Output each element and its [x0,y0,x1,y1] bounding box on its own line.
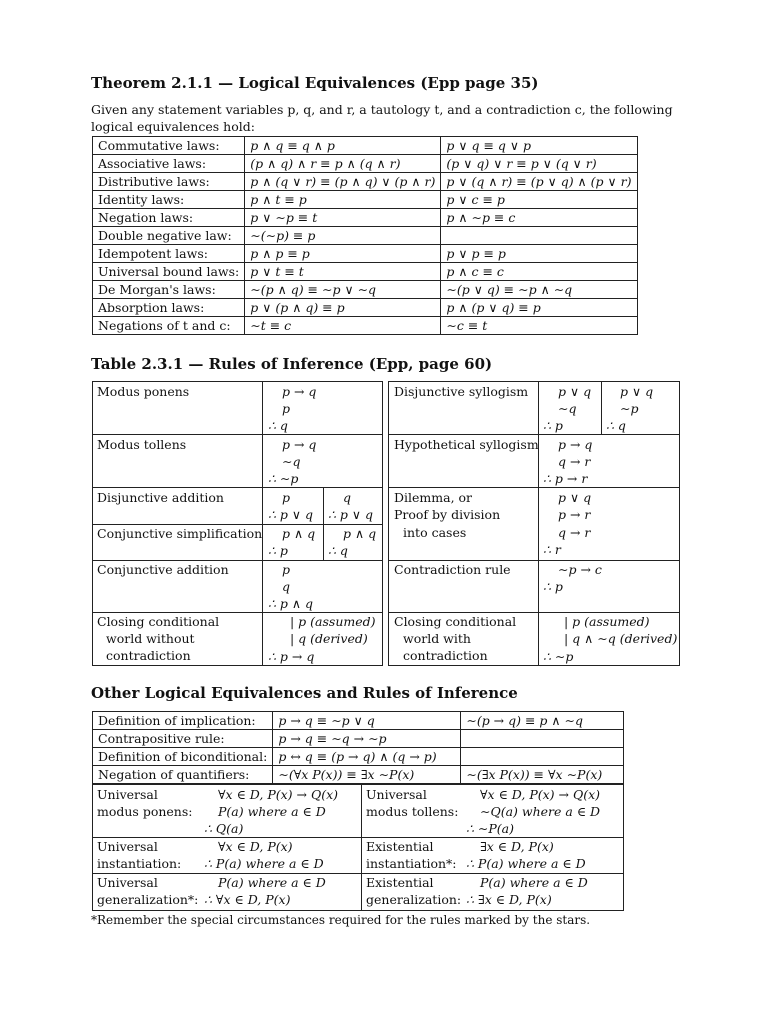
rule-line: ∀x ∈ D, P(x) → Q(x) [480,787,601,802]
law-formula: p → q ≡ ∼q → ∼p [273,730,461,748]
law-name: Universal bound laws: [93,263,245,281]
equivalences-table [92,136,638,335]
law-name: Contrapositive rule: [93,730,273,748]
rule-univ-mt-name: Universal [366,787,427,802]
equivalence-row [93,281,638,299]
rule-line: p ∨ q [558,490,592,505]
equivalence-row [93,227,638,245]
law-name: Associative laws: [93,155,245,173]
rule-dilemma-name: Dilemma, or [394,490,473,505]
law-name: Idempotent laws: [93,245,245,263]
law-name: Negation of quantifiers: [93,766,273,784]
rule-exist-inst-name: Existential [366,839,434,854]
equivalence-row [93,191,638,209]
law-formula: ∼(∀x P(x)) ≡ ∃x ∼P(x) [273,766,461,784]
rule-exist-inst-name: instantiation*: [366,856,457,871]
rule-line: ∀x ∈ D, P(x) [218,839,293,854]
law-formula-dual: (p ∨ q) ∨ r ≡ p ∨ (q ∨ r) [441,155,637,173]
law-name: Negation laws: [93,209,245,227]
rule-line: p → r [558,507,591,522]
law-name: De Morgan's laws: [93,281,245,299]
rule-line: q → r [558,454,591,469]
rule-line: ∴ p ∨ q [328,507,374,522]
equivalence-row [93,712,624,730]
equivalence-row [93,317,638,335]
rule-line: q [343,490,352,505]
rule-dilemma-name: into cases [403,525,467,540]
other-equivalences-table [92,711,624,784]
rule-exist-gen-name: Existential [366,875,434,890]
rule-line: q → r [558,525,591,540]
rule-line: P(a) where a ∈ D [218,804,326,819]
rule-closing-with-name: world with [403,631,471,646]
rule-univ-mp-name: Universal [97,787,158,802]
law-name: Distributive laws: [93,173,245,191]
rule-line: | p (assumed) [564,614,650,629]
rule-line: ∃x ∈ D, P(x) [480,839,554,854]
rule-line: ∴ P(a) where a ∈ D [466,856,586,871]
law-formula: p → q ≡ ∼p ∨ q [273,712,461,730]
law-formula-dual: p ∧ (p ∨ q) ≡ p [441,299,637,317]
footnote: *Remember the special circumstances required for the rules marked by the stars. [91,913,591,927]
rule-line: p [282,490,291,505]
rule-line: ∴ q [328,543,348,558]
law-name: Commutative laws: [93,137,245,155]
rule-line: p → q [282,437,317,452]
rule-modus-tollens: Modus tollens [97,437,187,452]
rule-line: P(a) where a ∈ D [218,875,326,890]
rule-line: ∴ q [268,418,288,433]
rule-disjunctive-addition: Disjunctive addition [97,490,224,505]
rule-line: ∴ r [543,542,561,557]
rule-line: ∴ p ∧ q [268,596,314,611]
equivalence-row [93,137,638,155]
equivalence-row [93,209,638,227]
other-title: Other Logical Equivalences and Rules of Inference [91,684,518,702]
equivalence-row [93,299,638,317]
rule-line: p → q [282,384,317,399]
law-formula-dual [461,730,624,748]
rule-line: p [282,401,291,416]
rule-line: | q (derived) [290,631,368,646]
rule-line: ∼p → c [558,562,602,577]
equivalence-row [93,173,638,191]
rule-univ-gen-name: Universal [97,875,158,890]
rule-line: ∼p [620,401,639,416]
rule-line: ∼Q(a) where a ∈ D [480,804,601,819]
law-formula-dual [461,748,624,766]
equivalence-row [93,766,624,784]
law-name: Absorption laws: [93,299,245,317]
law-formula-dual: p ∧ ∼p ≡ c [441,209,637,227]
rule-line: | p (assumed) [290,614,376,629]
rule-line: p ∨ q [558,384,592,399]
theorem-intro: Given any statement variables p, q, and r, a tautology t, and a contradiction c, the following logical equivalences hold: [91,102,673,134]
rule-line: p [282,562,291,577]
rule-univ-mp-name: modus ponens: [97,804,193,819]
rule-line: p ∧ q [282,526,316,541]
law-formula: p ∧ p ≡ p [245,245,441,263]
law-formula: p ∨ (p ∧ q) ≡ p [245,299,441,317]
law-formula: (p ∧ q) ∧ r ≡ p ∧ (q ∧ r) [245,155,441,173]
law-formula-dual: p ∨ c ≡ p [441,191,637,209]
rule-modus-ponens: Modus ponens [97,384,190,399]
law-formula-dual: p ∨ p ≡ p [441,245,637,263]
rule-line: ∴ ∼p [268,471,299,486]
law-formula-dual: ∼(p → q) ≡ p ∧ ∼q [461,712,624,730]
law-name: Double negative law: [93,227,245,245]
law-formula: p ∨ ∼p ≡ t [245,209,441,227]
rule-line: ∴ p [543,579,563,594]
law-name: Definition of implication: [93,712,273,730]
rule-line: | q ∧ ∼q (derived) [564,631,678,646]
rule-line: ∴ ∃x ∈ D, P(x) [466,892,552,907]
rule-line: q [282,579,291,594]
law-formula: ∼t ≡ c [245,317,441,335]
rule-univ-inst-name: instantiation: [97,856,182,871]
rule-contradiction: Contradiction rule [394,562,511,577]
rule-line: ∴ p [268,543,288,558]
law-formula-dual: ∼(p ∨ q) ≡ ∼p ∧ ∼q [441,281,637,299]
inference-title: Table 2.3.1 — Rules of Inference (Epp, page 60) [91,355,493,373]
rule-line: p ∧ q [343,526,377,541]
theorem-title: Theorem 2.1.1 — Logical Equivalences (Epp page 35) [91,74,539,92]
law-formula-dual [441,227,637,245]
rule-univ-inst-name: Universal [97,839,158,854]
rule-line: ∴ P(a) where a ∈ D [204,856,324,871]
equivalence-row [93,748,624,766]
equivalence-row [93,155,638,173]
rule-line: ∴ ∀x ∈ D, P(x) [204,892,291,907]
law-formula-dual: p ∨ (q ∧ r) ≡ (p ∨ q) ∧ (p ∨ r) [441,173,637,191]
law-formula-dual: p ∨ q ≡ q ∨ p [441,137,637,155]
equivalence-row [93,245,638,263]
law-formula: p ∨ t ≡ t [245,263,441,281]
law-formula-dual: ∼(∃x P(x)) ≡ ∀x ∼P(x) [461,766,624,784]
rule-line: P(a) where a ∈ D [480,875,588,890]
rule-disjunctive-syllogism: Disjunctive syllogism [394,384,529,399]
law-formula-dual: ∼c ≡ t [441,317,637,335]
rule-dilemma-name: Proof by division [394,507,501,522]
rule-closing-without-name: world without [106,631,195,646]
rule-line: ∼q [558,401,577,416]
rule-closing-without-name: contradiction [106,648,191,663]
rule-line: ∴ p ∨ q [268,507,314,522]
rule-line: ∴ p → q [268,649,315,664]
rule-line: ∀x ∈ D, P(x) → Q(x) [218,787,339,802]
law-name: Definition of biconditional: [93,748,273,766]
rule-exist-gen-name: generalization: [366,892,462,907]
rule-closing-with-name: contradiction [403,648,488,663]
law-formula: ∼(p ∧ q) ≡ ∼p ∨ ∼q [245,281,441,299]
rule-line: ∴ Q(a) [204,821,244,836]
rule-line: ∴ p → r [543,471,588,486]
rule-line: ∴ q [606,418,626,433]
law-name: Negations of t and c: [93,317,245,335]
equivalence-row [93,263,638,281]
law-formula-dual: p ∧ c ≡ c [441,263,637,281]
rule-line: p ∨ q [620,384,654,399]
rule-line: ∼q [282,454,301,469]
law-formula: p ∧ t ≡ p [245,191,441,209]
law-formula: p ∧ q ≡ q ∧ p [245,137,441,155]
law-formula: ∼(∼p) ≡ p [245,227,441,245]
rule-line: ∴ ∼P(a) [466,821,515,836]
rule-conjunctive-simplification: Conjunctive simplification [97,526,263,541]
rule-conjunctive-addition: Conjunctive addition [97,562,229,577]
rule-line: ∴ p [543,418,563,433]
law-formula: p ∧ (q ∨ r) ≡ (p ∧ q) ∨ (p ∧ r) [245,173,441,191]
rule-univ-mt-name: modus tollens: [366,804,459,819]
rule-univ-gen-name: generalization*: [97,892,199,907]
rule-closing-with-name: Closing conditional [394,614,517,629]
rule-hypothetical-syllogism: Hypothetical syllogism [394,437,539,452]
rule-line: p → q [558,437,593,452]
law-name: Identity laws: [93,191,245,209]
equivalence-row [93,730,624,748]
rule-closing-without-name: Closing conditional [97,614,220,629]
law-formula: p ↔ q ≡ (p → q) ∧ (q → p) [273,748,461,766]
rule-line: ∴ ∼p [543,649,574,664]
